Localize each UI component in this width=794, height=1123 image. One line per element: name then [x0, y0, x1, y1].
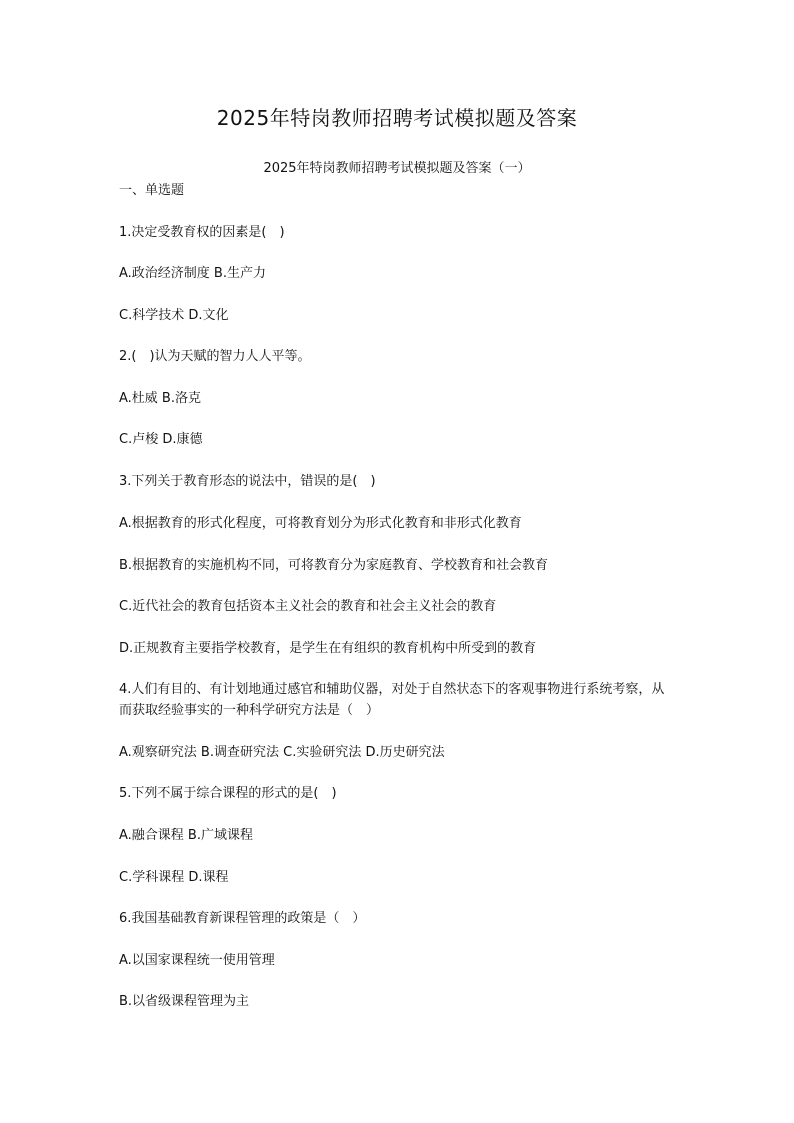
- question-6-option-b: B.以省级课程管理为主: [119, 994, 250, 1009]
- question-1: 1.决定受教育权的因素是( ): [119, 225, 285, 240]
- question-3-option-c: C.近代社会的教育包括资本主义社会的教育和社会主义社会的教育: [119, 599, 497, 614]
- question-5: 5.下列不属于综合课程的形式的是( ): [119, 786, 337, 801]
- section-heading: 一、单选题: [119, 183, 185, 198]
- question-3-option-a: A.根据教育的形式化程度，可将教育划分为形式化教育和非形式化教育: [119, 516, 522, 531]
- question-2-options-ab: A.杜威 B.洛克: [119, 391, 201, 406]
- question-6: 6.我国基础教育新课程管理的政策是（ ）: [119, 911, 366, 926]
- question-3-option-b: B.根据教育的实施机构不同，可将教育分为家庭教育、学校教育和社会教育: [119, 558, 549, 573]
- question-5-options-ab: A.融合课程 B.广域课程: [119, 828, 253, 843]
- document-title: 2025年特岗教师招聘考试模拟题及答案: [216, 106, 578, 130]
- question-1-options-ab: A.政治经济制度 B.生产力: [119, 266, 266, 281]
- question-4-options: A.观察研究法 B.调查研究法 C.实验研究法 D.历史研究法: [119, 745, 445, 760]
- question-3-option-d: D.正规教育主要指学校教育，是学生在有组织的教育机构中所受到的教育: [119, 641, 537, 656]
- document-subtitle: 2025年特岗教师招聘考试模拟题及答案（一）: [263, 161, 531, 176]
- question-5-options-cd: C.学科课程 D.课程: [119, 870, 229, 885]
- question-2-options-cd: C.卢梭 D.康德: [119, 432, 203, 447]
- question-3: 3.下列关于教育形态的说法中，错误的是( ): [119, 474, 376, 489]
- question-4: 4.人们有目的、有计划地通过感官和辅助仪器，对处于自然状态下的客观事物进行系统考察，从而获取经验事实的一种科学研究方法是（ ）: [119, 682, 665, 718]
- question-6-option-a: A.以国家课程统一使用管理: [119, 953, 275, 968]
- question-1-options-cd: C.科学技术 D.文化: [119, 308, 229, 323]
- question-2: 2.( )认为天赋的智力人人平等。: [119, 349, 311, 364]
